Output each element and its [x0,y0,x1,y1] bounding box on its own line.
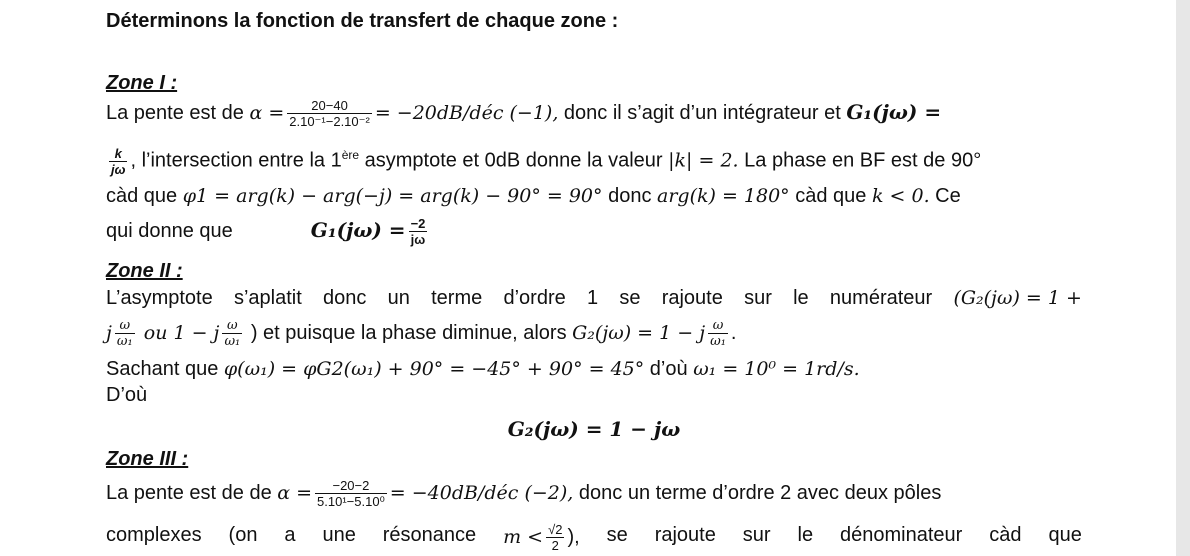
page-heading: Déterminons la fonction de transfert de chaque zone : [106,10,619,32]
zone-3-title: Zone III : [106,448,189,470]
sqrt2-over-2-fraction: $\frac{√2}{2}$ [548,522,563,553]
zone-2-line-2: j $\frac{\omega}{\text{ω₁}}$ ou 1 − j $\frac{\omega}{\text{ω₁}}$ ) et puisque la phase diminue, alors G₂(jω) = 1 − j $\frac{\omega}{\text{ω₁}}$ . [106,318,737,349]
scroll-edge [1176,0,1190,556]
zone-2-line-3: Sachant que φ(ω₁) = φG2(ω₁) + 90° = −45° + 90° = 45° d’où ω₁ = 10⁰ = 1rd/s. [106,358,860,380]
zone-1-title: Zone I : [106,72,178,94]
w-over-w1-fraction: $\frac{\omega}{\text{ω₁}}$ [710,318,726,349]
slope-fraction-3: $\frac{-20-2}{\text{5.10¹−5.10⁰}}$ [317,478,385,509]
zone-1-line-4: qui donne que G₁(jω) = $\frac{-2}{j\omega}$ [106,216,426,247]
g1-fraction: $\frac{-2}{j\omega}$ [410,216,426,247]
w-over-w1-fraction: $\frac{\omega}{\text{ω₁}}$ [224,318,241,349]
zone-2-line-1: L’asymptote s’aplatit donc un terme d’ordre 1 se rajoute sur le numérateur (G₂(jω) = 1 + [106,287,1082,309]
k-over-jw-fraction: $\frac{k}{j\omega}$ [111,145,126,177]
g2-equation: G₂(jω) = 1 − jω [507,417,681,441]
zone-1-line-2: $\frac{k}{j\omega}$ , l’intersection entre la 1ère asymptote et 0dB donne la valeur |k| = 2. La phase en BF est de 90° [111,145,982,177]
zone-1-line-1: La pente est de α = $\frac{20-40}{\text{2.10⁻¹−2.10⁻²}}$ = −20dB/déc (−1), donc il s’agit d’un intégrateur et G₁(jω) = [106,98,942,129]
zone-2-title: Zone II : [106,260,183,282]
zone-3-line-1: La pente est de de α = $\frac{-20-2}{\text{5.10¹−5.10⁰}}$ = −40dB/déc (−2), donc un terme d’ordre 2 avec deux pôles [106,478,942,509]
zone-3-line-2: complexes (on a une résonance m < $\frac{√2}{2}$ ), se rajoute sur le dénominateur càd que [106,522,1082,553]
w-over-w1-fraction: $\frac{\omega}{\text{ω₁}}$ [116,318,133,349]
slope-fraction-1: $\frac{20-40}{\text{2.10⁻¹−2.10⁻²}}$ [289,98,370,129]
zone-1-line-3: càd que φ1 = arg(k) − arg(−j) = arg(k) − 90° = 90° donc arg(k) = 180° càd que k < 0. Ce [106,185,961,207]
zone-2-line-4: D’où [106,384,148,406]
